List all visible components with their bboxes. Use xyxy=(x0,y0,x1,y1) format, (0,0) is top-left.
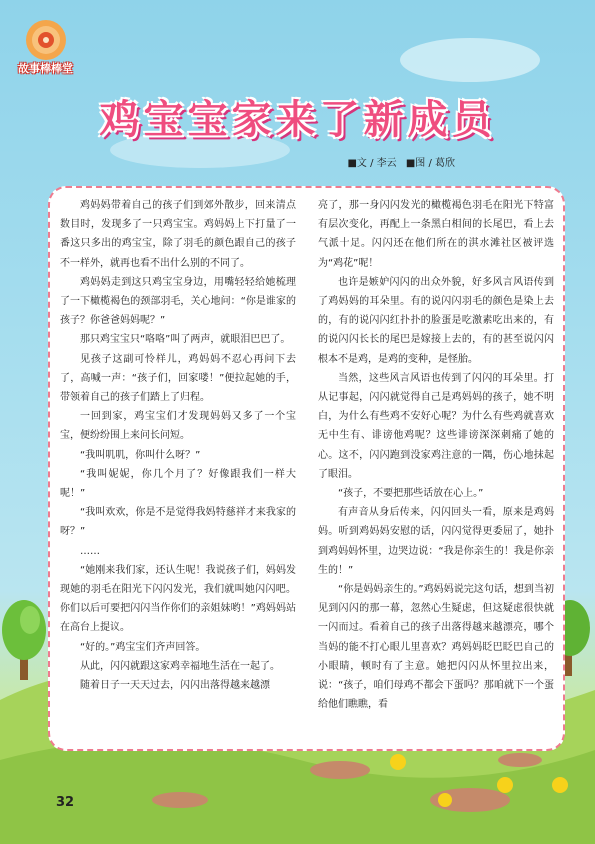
paragraph: “我叫叽叽，你叫什么呀？” xyxy=(80,449,201,461)
paragraph: “好的。”鸡宝宝们齐声回答。 xyxy=(80,641,206,653)
paragraph: 当然，这些风言风语也传到了闪闪的耳朵里。打从记事起，闪闪就觉得自己是鸡妈妈的孩子，她不明白，为什么有些鸡不安好心呢？为什么有些鸡就喜欢无中生有、诽谤他鸡呢？这些诽谤深深刺痛了她的心。这不，闪闪跑到没家鸡注意的一隅，伤心地抹起了眼泪。 xyxy=(318,372,554,480)
column-right xyxy=(318,196,554,751)
paragraph: 一回到家，鸡宝宝们才发现妈妈又多了一个宝宝，便纷纷围上来问长问短。 xyxy=(60,411,296,442)
paragraph: “你是妈妈亲生的。”鸡妈妈说完这句话，想到当初见到闪闪的那一幕，忽然心生疑虑，但这疑虑很快就一闪而过。看着自己的孩子出落得越来越漂亮，哪个当妈的能不打心眼儿里喜欢？鸡妈妈眨巴眨巴自己的小眼睛，顿时有了主意。她把闪闪从怀里拉出来，说：“孩子，咱们母鸡不都会下蛋吗？那咱就下一个蛋给他们瞧瞧，看 xyxy=(318,584,554,711)
paragraph: “她刚来我们家，还认生呢！我说孩子们，妈妈发现她的羽毛在阳光下闪闪发光，我们就叫她闪闪吧。你们以后可要把闪闪当作你们的亲姐妹哟！”鸡妈妈站在高台上提议。 xyxy=(60,564,296,634)
paragraph: 也许是嫉妒闪闪的出众外貌，好多风言风语传到了鸡妈妈的耳朵里。有的说闪闪羽毛的颜色是染上去的，有的说闪闪红扑扑的脸蛋是吃激素吃出来的，有的说闪闪长长的尾巴是嫁接上去的，有的甚至说闪闪根本不是鸡，是鸡的变种，是怪胎。 xyxy=(318,276,554,365)
column-left xyxy=(60,196,296,751)
paragraph: 那只鸡宝宝只“咯咯”叫了两声，就眼泪巴巴了。 xyxy=(80,334,291,346)
paragraph: “我叫欢欢，你是不是觉得我妈特慈祥才来我家的呀？” xyxy=(60,507,296,538)
paragraph: 见孩子这副可怜样儿，鸡妈妈不忍心再问下去了，高喊一声：“孩子们，回家喽！”便拉起她的手，带领着自己的孩子们踏上了归程。 xyxy=(60,353,296,404)
illustrator-credit: ■图 / 葛欣 xyxy=(405,158,455,169)
paragraph: “我叫妮妮，你几个月了？好像跟我们一样大呢！” xyxy=(60,468,296,500)
paragraph: 鸡妈妈带着自己的孩子们到郊外散步，回来清点数目时，发现多了一只鸡宝宝。鸡妈妈上下打量了一番这只多出的鸡宝宝，除了羽毛的颜色跟自己的孩子不一样外，就再也看不出什么别的不同了。 xyxy=(60,200,296,269)
paragraph: 鸡妈妈走到这只鸡宝宝身边，用嘴轻轻给她梳理了一下橄榄褐色的颈部羽毛，关心地问：“你是谁家的孩子？你爸爸妈妈呢？” xyxy=(60,276,296,327)
snail-shell-logo-icon xyxy=(26,20,66,60)
paragraph: …… xyxy=(80,545,100,557)
paragraph: 有声音从身后传来，闪闪回头一看，原来是鸡妈妈。听到鸡妈妈安慰的话，闪闪觉得更委屈了，她扑到鸡妈妈怀里，边哭边说：“我是你亲生的！我是你亲生的！” xyxy=(318,507,554,576)
article-title: 鸡宝宝家来了新成员 xyxy=(99,97,496,143)
article-body xyxy=(60,196,554,751)
page-number: 32 xyxy=(56,795,75,810)
paragraph: 亮了，那一身闪闪发光的橄榄褐色羽毛在阳光下特富有层次变化，再配上一条黑白相间的长尾巴，看上去气派十足。闪闪还在他们所在的淇水滩社区被评选为“鸡花”呢！ xyxy=(318,200,554,269)
paragraph: “孩子，不要把那些话放在心上。” xyxy=(338,488,484,500)
byline xyxy=(341,154,455,169)
author-credit: ■文 / 李云 xyxy=(347,158,397,169)
tree-icon xyxy=(2,600,46,680)
paragraph: 从此，闪闪就跟这家鸡幸福地生活在一起了。 xyxy=(80,660,280,672)
section-label: 故事棒棒堂 xyxy=(18,62,73,75)
paragraph: 随着日子一天天过去，闪闪出落得越来越漂 xyxy=(80,680,270,692)
